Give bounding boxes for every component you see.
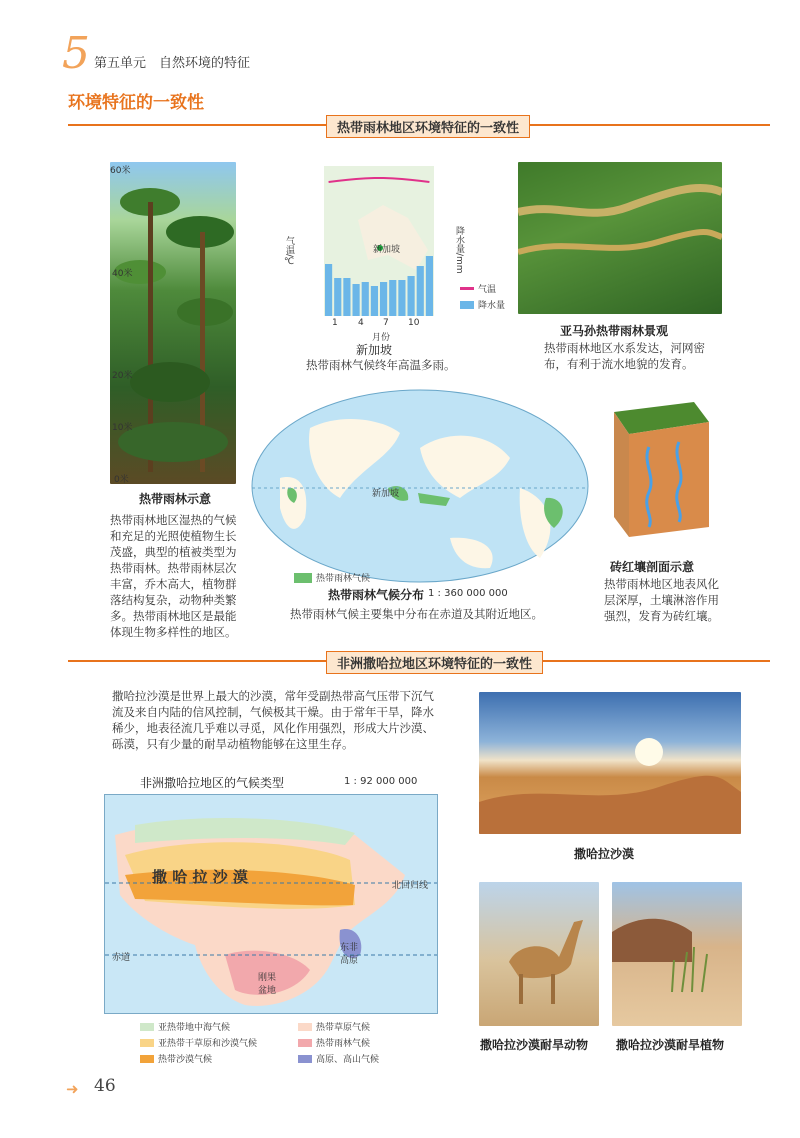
legend-swatch (140, 1055, 154, 1063)
scale-10: 10米 (112, 423, 133, 433)
camel-svg (479, 882, 599, 1026)
precip-bar (408, 276, 415, 316)
east-africa-plateau-label: 东非高原 (340, 943, 359, 966)
map-legend: 热带雨林气候 (294, 571, 370, 584)
soil-caption: 砖红壤剖面示意 (610, 560, 695, 574)
legend-temp: 气温 (460, 282, 496, 295)
soil-profile (604, 392, 714, 542)
world-map-svg (250, 388, 590, 584)
rainforest-banner: 热带雨林地区环境特征的一致性 (326, 115, 530, 138)
amazon-photo (518, 162, 722, 314)
tropic-label: 北回归线 (392, 881, 429, 891)
precip-bar (380, 282, 387, 316)
precip-bar (362, 282, 369, 316)
scale-60: 60米 (110, 166, 131, 176)
world-map-caption: 热带雨林气候分布 (328, 588, 425, 602)
unit-title: 第五单元 自然环境的特征 (94, 56, 251, 71)
legend-item: 热带沙漠气候 (140, 1052, 212, 1065)
precip-bar (334, 278, 341, 316)
camel-photo (479, 882, 599, 1026)
unit-number: 5 (62, 28, 90, 79)
amazon-river (518, 162, 722, 314)
precip-axis-label: 降水量/mm (454, 226, 464, 274)
precip-bar (343, 278, 350, 316)
x-tick-7: 7 (383, 318, 389, 328)
rainforest-text: 热带雨林地区湿热的气候和充足的光照使植物生长茂盛，典型的植被类型为热带雨林。热带雨林层次丰富，乔木高大，植物群落结构复杂，动物种类繁多。热带雨林地区是最能体现生物多样性的地区。 (110, 513, 237, 639)
precip-bar (398, 280, 405, 316)
legend-item: 高原、高山气候 (298, 1052, 379, 1065)
arrow-icon: ➜ (66, 1080, 79, 1098)
sahara-desert-photo (479, 692, 741, 834)
camel-caption: 撒哈拉沙漠耐旱动物 (480, 1038, 589, 1052)
desert-photo-svg (479, 692, 741, 834)
world-map (250, 388, 590, 584)
legend-swatch (140, 1039, 154, 1047)
map-legend-swatch (294, 573, 312, 583)
sahara-text: 撒哈拉沙漠是世界上最大的沙漠，常年受副热带高气压带下沉气流及来自内陆的信风控制，气候极其干燥。由于常年干旱，降水稀少，地表径流几乎难以寻觅，风化作用强烈，形成大片沙漠、砾漠，只有少量的耐旱动植物能够在这里生存。 (112, 689, 434, 751)
legend-precip-swatch (460, 301, 474, 309)
climate-chart-title: 新加坡 (356, 343, 393, 357)
sahara-label: 撒 哈 拉 沙 漠 (152, 868, 248, 886)
legend-swatch (298, 1055, 312, 1063)
x-tick-10: 10 (408, 318, 420, 328)
precip-bar (426, 256, 433, 316)
plant-svg (612, 882, 742, 1026)
world-map-scale: 1 : 360 000 000 (428, 588, 508, 599)
legend-swatch (298, 1039, 312, 1047)
precip-bar (417, 266, 424, 316)
legend-item: 热带草原气候 (298, 1020, 370, 1033)
scale-20: 20米 (112, 371, 133, 381)
legend-swatch (140, 1023, 154, 1031)
temp-axis-label: 气温/℃ (284, 236, 294, 268)
amazon-text: 热带雨林地区水系发达，河网密布，有利于流水地貌的发育。 (544, 341, 705, 371)
scale-0: 0米 (114, 475, 129, 485)
x-tick-4: 4 (358, 318, 364, 328)
precip-bar (325, 264, 332, 316)
rainforest-illustration (110, 162, 236, 484)
congo-basin-label: 刚果盆地 (258, 973, 277, 996)
legend-item: 亚热带地中海气候 (140, 1020, 230, 1033)
sahara-map-title: 非洲撒哈拉地区的气候类型 (140, 776, 285, 790)
map-singapore-label: 新加坡 (372, 489, 400, 499)
climate-chart-note: 热带雨林气候终年高温多雨。 (306, 358, 456, 372)
legend-item: 亚热带干草原和沙漠气候 (140, 1036, 257, 1049)
rainforest-trees (110, 162, 236, 484)
amazon-caption: 亚马孙热带雨林景观 (560, 324, 669, 338)
soil-profile-svg (604, 392, 714, 542)
sahara-map-scale: 1 : 92 000 000 (344, 776, 418, 787)
world-map-note: 热带雨林气候主要集中分布在赤道及其附近地区。 (290, 607, 543, 621)
legend-item: 热带雨林气候 (298, 1036, 370, 1049)
singapore-marker: 新加坡 (373, 245, 401, 255)
month-label: 月份 (372, 333, 391, 343)
rainforest-caption: 热带雨林示意 (138, 492, 211, 506)
plant-caption: 撒哈拉沙漠耐旱植物 (616, 1038, 725, 1052)
precip-bar (371, 286, 378, 316)
x-tick-1: 1 (332, 318, 338, 328)
desert-caption: 撒哈拉沙漠 (574, 847, 635, 861)
equator-label: 赤道 (112, 953, 131, 963)
soil-text: 热带雨林地区地表风化层深厚，土壤淋溶作用强烈，发育为砖红壤。 (604, 577, 719, 623)
legend-swatch (298, 1023, 312, 1031)
precip-bar (389, 280, 396, 316)
sahara-banner: 非洲撒哈拉地区环境特征的一致性 (326, 651, 543, 674)
plant-photo (612, 882, 742, 1026)
legend-temp-swatch (460, 287, 474, 290)
scale-40: 40米 (112, 269, 133, 279)
legend-precip: 降水量 (460, 298, 505, 311)
page-number: 46 (94, 1076, 116, 1096)
section-title: 环境特征的一致性 (68, 93, 204, 113)
precip-bar (353, 284, 360, 316)
